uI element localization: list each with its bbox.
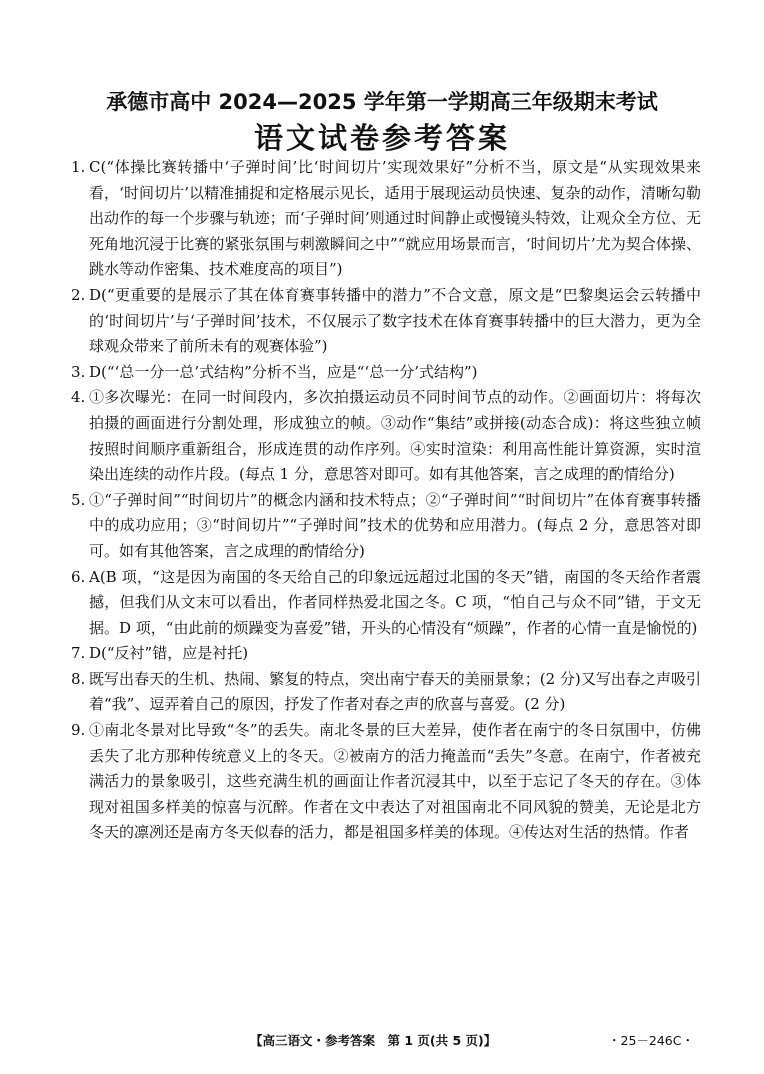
answer-item-2 xyxy=(71,283,701,360)
answer-number: 8. xyxy=(71,669,86,688)
answer-item-4 xyxy=(71,385,701,487)
answer-text: 既写出春天的生机、热闹、繁复的特点，突出南宁春天的美丽景象；(2 分)又写出春之声吸引着“我”、逗弄着自己的原因，抒发了作者对春之声的欣喜与喜爱。(2 分) xyxy=(89,669,701,714)
answer-text: C(“体操比赛转播中‘子弹时间’比‘时间切片’实现效果好”分析不当，原文是“从实现效果来看，‘时间切片’以精准捕捉和定格展示见长，适用于展现运动员快速、复杂的动作，清晰勾勒出动作的每一个步骤与轨迹；而‘子弹时间’则通过时间静止或慢镜头特效，让观众全方位、无死角地沉浸于比赛的紧张氛围与刺激瞬间之中”“就应用场景而言，‘时间切片’尤为契合体操、跳水等动作密集、技术难度高的项目”) xyxy=(89,158,701,279)
page-title: 语文试卷参考答案 xyxy=(253,121,510,155)
answer-text: ①多次曝光：在同一时间段内，多次拍摄运动员不同时间节点的动作。②画面切片：将每次拍摄的画面进行分割处理，形成独立的帧。③动作“集结”或拼接(动态合成)：将这些独立帧按照时间顺序重新组合，形成连贯的动作序列。④实时渲染：利用高性能计算资源，实时渲染出连续的动作片段。(每点 1 分，意思答对即可。如有其他答案，言之成理的酌情给分) xyxy=(89,388,701,484)
answer-item-9 xyxy=(71,718,701,846)
answer-item-8 xyxy=(71,667,701,718)
answer-item-6 xyxy=(71,565,701,642)
answer-number: 3. xyxy=(71,362,86,381)
answer-text: ①“子弹时间”“时间切片”的概念内涵和技术特点；②“子弹时间”“时间切片”在体育赛事转播中的成功应用；③“时间切片”“子弹时间”技术的优势和应用潜力。(每点 2 分，意思答对即可。如有其他答案，言之成理的酌情给分) xyxy=(89,490,701,560)
answer-text: A(B 项，“这是因为南国的冬天给自己的印象远远超过北国的冬天”错，南国的冬天给作者震撼，但我们从文末可以看出，作者同样热爱北国之冬。C 项，“怕自己与众不同”错，于文无据。D 项，“由此前的烦躁变为喜爱”错，开头的心情没有“烦躁”，作者的心情一直是愉悦的) xyxy=(89,567,701,637)
answer-item-7 xyxy=(71,641,701,667)
answer-item-3 xyxy=(71,360,701,386)
footer-code: ・25－246C・ xyxy=(608,1033,694,1048)
answer-text: D(“更重要的是展示了其在体育赛事转播中的潜力”不合文意，原文是“巴黎奥运会云转播中的‘时间切片’与‘子弹时间’技术，不仅展示了数字技术在体育赛事转播中的巨大潜力，更为全球观众带来了前所未有的观赛体验”) xyxy=(89,285,701,356)
answer-number: 9. xyxy=(71,721,86,740)
answer-item-1 xyxy=(71,155,701,283)
exam-title: 承德市高中 2024—2025 学年第一学期高三年级期末考试 xyxy=(106,90,658,114)
answer-list xyxy=(71,155,701,846)
answer-number: 7. xyxy=(71,644,86,663)
answer-number: 2. xyxy=(71,285,86,304)
answer-text: D(“‘总一分一总’式结构”分析不当，应是“‘总一分’式结构”) xyxy=(89,362,478,381)
answer-text: D(“反衬”错，应是衬托) xyxy=(89,644,249,663)
answer-number: 4. xyxy=(71,388,86,407)
answer-number: 1. xyxy=(71,158,86,176)
answer-number: 5. xyxy=(71,490,86,509)
answer-number: 6. xyxy=(71,567,86,586)
answer-item-5 xyxy=(71,488,701,565)
answer-text: ①南北冬景对比导致“冬”的丢失。南北冬景的巨大差异，使作者在南宁的冬日氛围中，仿佛丢失了北方那种传统意义上的冬天。②被南方的活力掩盖而“丢失”冬意。在南宁，作者被充满活力的景象吸引，这些充满生机的画面让作者沉浸其中，以至于忘记了冬天的存在。③体现对祖国多样美的惊喜与沉醉。作者在文中表达了对祖国南北不同风貌的赞美，无论是北方冬天的凛冽还是南方冬天似春的活力，都是祖国多样美的体现。④传达对生活的热情。作者 xyxy=(89,721,701,842)
page-footer xyxy=(0,1031,764,1051)
footer-page-info: 【高三语文・参考答案 第 1 页(共 5 页)】 xyxy=(250,1033,497,1048)
